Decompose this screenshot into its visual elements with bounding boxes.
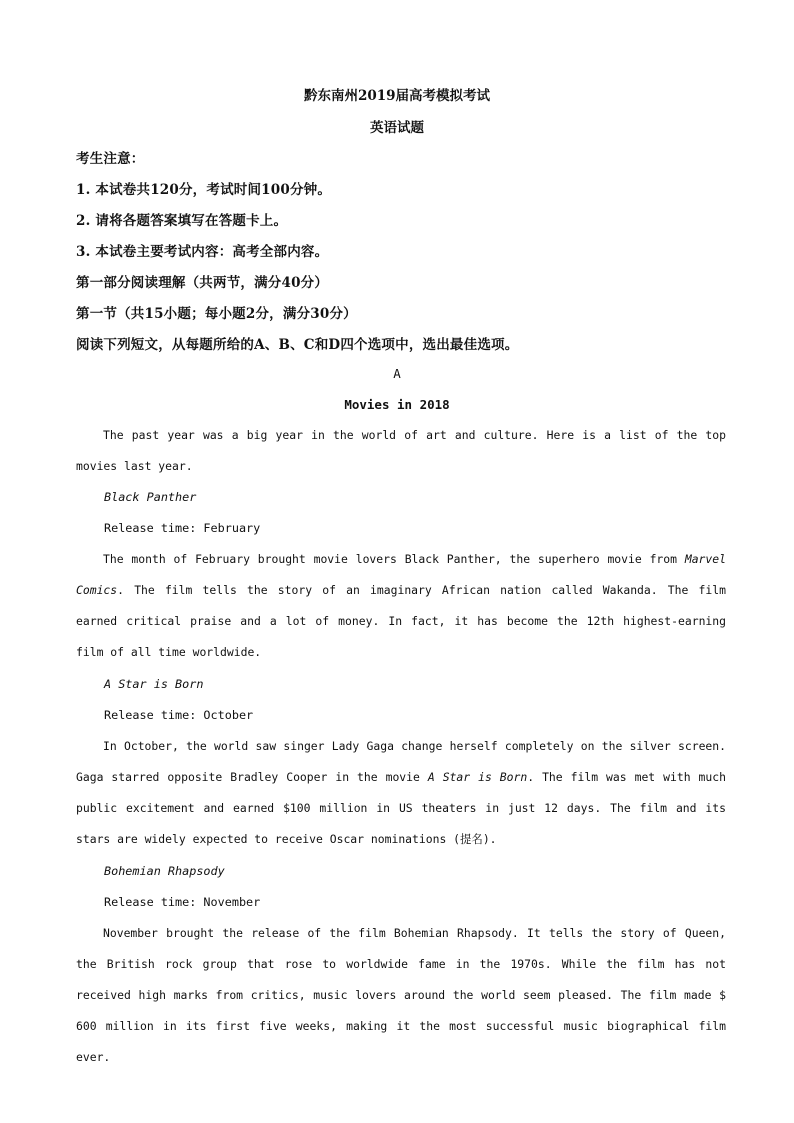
movie-paragraph bbox=[76, 731, 726, 855]
movie-paragraph bbox=[76, 544, 726, 668]
note-item: 3. 本试卷主要考试内容：高考全部内容。 bbox=[76, 244, 329, 260]
note-item: 2. 请将各题答案填写在答题卡上。 bbox=[76, 213, 288, 229]
paragraph-text: . The film tells the story of an imaginary African nation called Wakanda. The film earned critical praise and a lot of money. In fact, it has become the 12th highest-earning film of all time worldwide. bbox=[76, 583, 726, 660]
movie-title: Bohemian Rhapsody bbox=[104, 864, 225, 878]
part-heading: 第一部分阅读理解（共两节，满分40分） bbox=[76, 275, 329, 291]
paragraph-text: In October, the world saw singer Lady Gaga change herself completely on the silver screen. Gaga starred opposite Bradley Cooper in the movie bbox=[76, 739, 726, 785]
intro-paragraph: The past year was a big year in the world of art and culture. Here is a list of the top movies last year. bbox=[76, 428, 726, 474]
movie-title: A Star is Born bbox=[104, 677, 204, 691]
movie-title: Black Panther bbox=[104, 490, 197, 504]
note-item: 1. 本试卷共120分，考试时间100分钟。 bbox=[76, 182, 332, 198]
notes-heading: 考生注意： bbox=[76, 151, 145, 167]
exam-title: 黔东南州2019届高考模拟考试 bbox=[303, 88, 491, 104]
instruction-text: 阅读下列短文，从每题所给的A、B、C和D四个选项中，选出最佳选项。 bbox=[76, 337, 519, 353]
paragraph-text: The month of February brought movie lovers Black Panther, the superhero movie from bbox=[103, 552, 685, 566]
release-time: Release time: October bbox=[104, 708, 254, 722]
passage-title: Movies in 2018 bbox=[344, 397, 450, 412]
paragraph-text: November brought the release of the film Bohemian Rhapsody. It tells the story of Queen, the British rock group that rose to worldwide fame in the 1970s. While the film has not received high marks from critics, music lovers around the world seem pleased. The film made $ 600 million in its first five weeks, making it the most successful music biographical film ever. bbox=[76, 926, 726, 1065]
release-time: Release time: November bbox=[104, 895, 261, 909]
exam-subtitle: 英语试题 bbox=[370, 120, 424, 136]
paragraph-text: . The film was met with much public excitement and earned $100 million in US theaters in just 12 days. The film and its stars are widely expected to receive Oscar nominations (提名). bbox=[76, 770, 726, 847]
italic-text: A Star is Born bbox=[427, 770, 528, 785]
movie-paragraph bbox=[76, 918, 726, 1073]
italic-text: Marvel Comics bbox=[76, 552, 726, 598]
release-time: Release time: February bbox=[104, 521, 261, 535]
passage-label: A bbox=[393, 366, 401, 381]
subsection-heading: 第一节（共15小题；每小题2分，满分30分） bbox=[76, 306, 357, 322]
